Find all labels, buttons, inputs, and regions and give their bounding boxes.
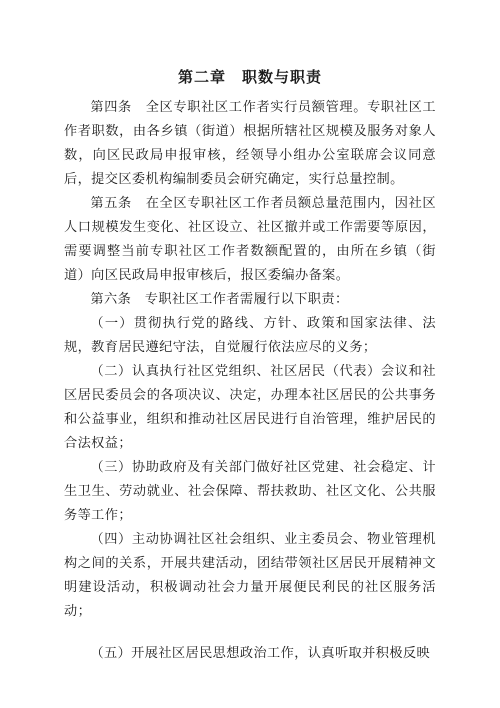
chapter-title: 第二章 职数与职责 xyxy=(177,68,322,86)
duty-item-5: （五）开展社区居民思想政治工作，认真听取并积极反映 xyxy=(90,646,431,661)
duty-item-3: （三）协助政府及有关部门做好社区党建、社会稳定、计生卫生、劳动就业、社会保障、帮扶救助、社区文化、公共服务等工作； xyxy=(64,460,436,523)
duty-item-2: （二）认真执行社区党组织、社区居民（代表）会议和社区居民委员会的各项决议、决定，办理本社区居民的公共事务和公益事业，组织和推动社区居民进行自治管理，维护居民的合法权益； xyxy=(64,364,436,451)
duty-item-1: （一）贯彻执行党的路线、方针、政策和国家法律、法规，教育居民遵纪守法，自觉履行依法应尽的义务； xyxy=(64,316,436,355)
article-6: 第六条 专职社区工作者需履行以下职责： xyxy=(90,292,349,307)
article-4: 第四条 全区专职社区工作者实行员额管理。专职社区工作者职数，由各乡镇（街道）根据所辖社区规模及服务对象人数，向区民政局申报审核，经领导小组办公室联席会议同意后，提交区委机构编制委员会研究确定，实行总量控制。 xyxy=(64,100,436,187)
duty-item-4: （四）主动协调社区社会组织、业主委员会、物业管理机构之间的关系，开展共建活动，团结带领社区居民开展精神文明建设活动，积极调动社会力量开展便民利民的社区服务活动； xyxy=(64,532,436,619)
article-5: 第五条 在全区专职社区工作者员额总量范围内，因社区人口规模发生变化、社区设立、社区撤并或工作需要等原因，需要调整当前专职社区工作者数额配置的，由所在乡镇（街道）向区民政局申报审核后，报区委编办备案。 xyxy=(64,196,436,283)
